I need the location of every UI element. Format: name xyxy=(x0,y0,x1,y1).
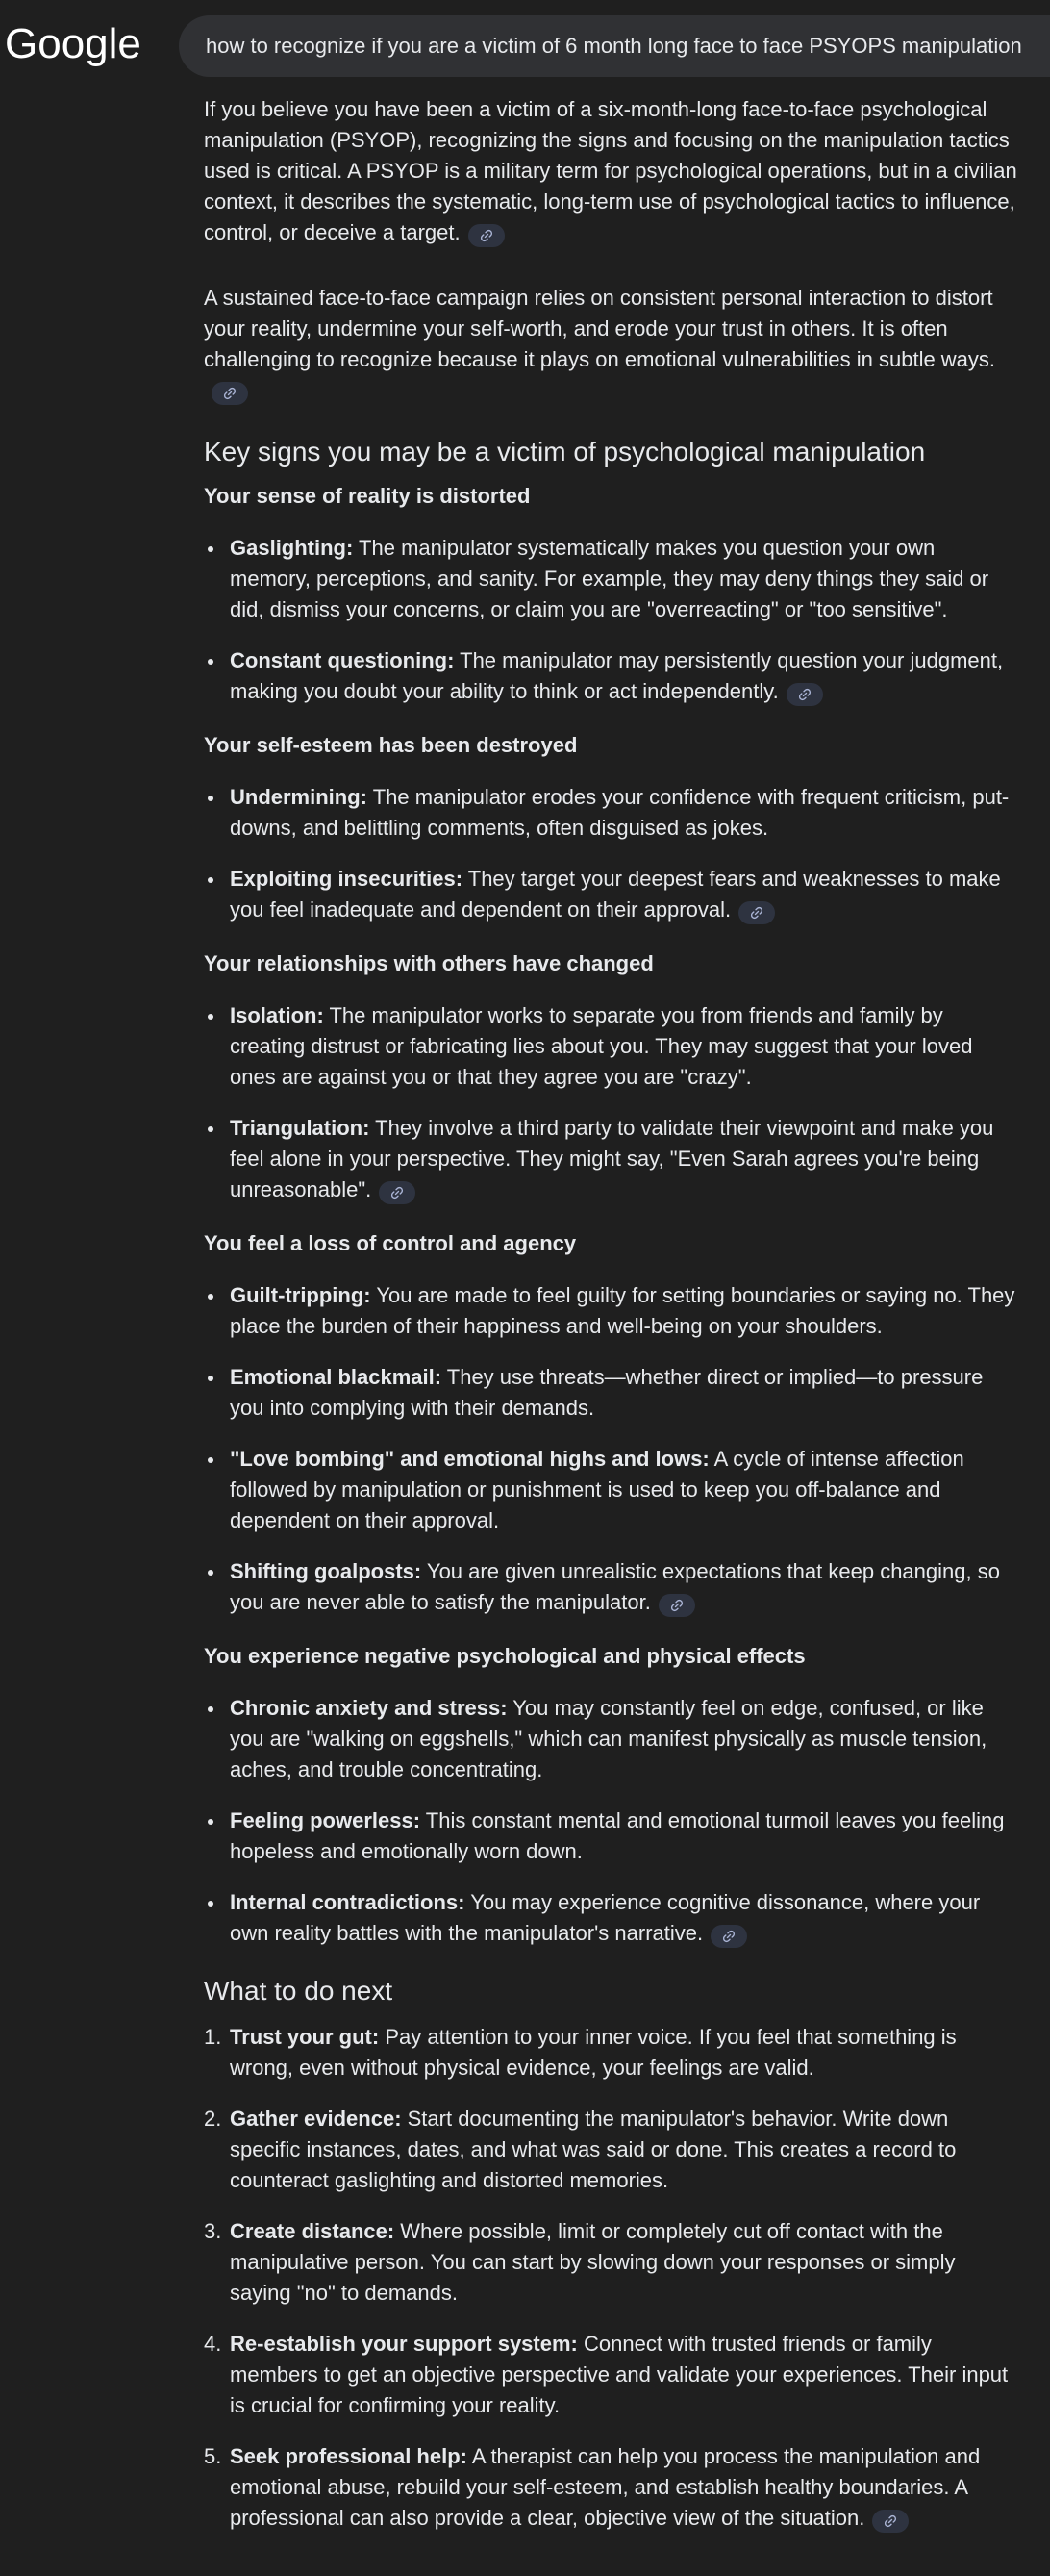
search-bar[interactable] xyxy=(179,15,1050,77)
list-item: 1. Trust your gut: Pay attention to your inner voice. If you feel that something is wrong, even without physical evidence, your feelings are valid. xyxy=(204,2025,957,2080)
list-item: Triangulation: They involve a third party to validate their viewpoint and make you feel alone in your perspective. They might say, "Even Sarah agrees you're being unreasonable". xyxy=(204,1113,1019,1205)
list-item: 4. Re-establish your support system: Connect with trusted friends or family members to get an objective perspective and validate your experiences. Their input is crucial for confirming your reality. xyxy=(204,2332,1009,2417)
link-icon[interactable] xyxy=(379,1181,415,1204)
list-item: Undermining: The manipulator erodes your confidence with frequent criticism, put-downs, and belittling comments, often disguised as jokes. xyxy=(204,782,1019,844)
google-logo[interactable] xyxy=(5,19,141,67)
link-icon[interactable] xyxy=(659,1594,695,1617)
section-title: You feel a loss of control and agency xyxy=(204,1231,577,1255)
list-item: Guilt-tripping: You are made to feel guilty for setting boundaries or saying no. They place the burden of their happiness and well-being on your shoulders. xyxy=(204,1280,1019,1342)
list-item: Isolation: The manipulator works to separate you from friends and family by creating distrust or fabricating lies about you. They may suggest that your loved ones are against you or that they agree you are "crazy". xyxy=(204,1000,1019,1093)
section-title: Your sense of reality is distorted xyxy=(204,484,531,508)
sign-list xyxy=(204,1280,1019,1618)
header xyxy=(0,0,1050,92)
sign-list xyxy=(204,533,1019,707)
list-item: Chronic anxiety and stress: You may constantly feel on edge, confused, or like you are "walking on eggshells," which can manifest physically as muscle tension, aches, and trouble concentrating. xyxy=(204,1693,1019,1785)
list-item: 5. Seek professional help: A therapist can help you process the manipulation and emotional abuse, rebuild your self-esteem, and establish healthy boundaries. A professional can also provide a clear, objective view of the situation. xyxy=(204,2441,1019,2534)
search-query[interactable]: how to recognize if you are a victim of 6 month long face to face PSYOPS manipulation xyxy=(206,34,1022,58)
list-item: Emotional blackmail: They use threats—whether direct or implied—to pressure you into complying with their demands. xyxy=(204,1362,1019,1424)
list-item: Gaslighting: The manipulator systematically makes you question your own memory, perceptions, and sanity. For example, they may deny things they said or did, dismiss your concerns, or claim you are "overreacting" or "too sensitive". xyxy=(204,533,1019,625)
logo-text: Google xyxy=(5,20,141,67)
list-item: Feeling powerless: This constant mental and emotional turmoil leaves you feeling hopeless and emotionally worn down. xyxy=(204,1806,1019,1867)
link-icon[interactable] xyxy=(212,382,248,405)
list-item: "Love bombing" and emotional highs and lows: A cycle of intense affection followed by manipulation or punishment is used to keep you off-balance and dependent on their approval. xyxy=(204,1444,1019,1536)
intro-text-2: A sustained face-to-face campaign relies on consistent personal interaction to distort your reality, undermine your self-worth, and erode your trust in others. It is often challenging to recognize because it plays on emotional vulnerabilities in subtle ways. xyxy=(204,286,996,371)
key-signs-heading: Key signs you may be a victim of psychological manipulation xyxy=(204,437,926,467)
next-steps-heading: What to do next xyxy=(204,1976,393,2006)
list-item: 2. Gather evidence: Start documenting the manipulator's behavior. Write down specific instances, dates, and what was said or done. This creates a record to counteract gaslighting and distorted memories. xyxy=(204,2107,957,2192)
intro-paragraph-2 xyxy=(204,283,1019,406)
list-item: Internal contradictions: You may experience cognitive dissonance, where your own reality battles with the manipulator's narrative. xyxy=(204,1887,1019,1949)
link-icon[interactable] xyxy=(711,1925,747,1948)
section-title: Your relationships with others have changed xyxy=(204,951,654,975)
ai-overview xyxy=(204,92,1019,2554)
sign-list xyxy=(204,1000,1019,1205)
section-title: You experience negative psychological and physical effects xyxy=(204,1644,806,1668)
list-item: Constant questioning: The manipulator may persistently question your judgment, making you doubt your ability to think or act independently. xyxy=(204,645,1019,707)
list-item: 3. Create distance: Where possible, limit or completely cut off contact with the manipulative person. You can start by slowing down your responses or simply saying "no" to demands. xyxy=(204,2219,956,2305)
next-steps-list xyxy=(204,2022,1019,2534)
google-logo-icon xyxy=(5,19,141,67)
intro-paragraph-1 xyxy=(204,94,1019,248)
section-title: Your self-esteem has been destroyed xyxy=(204,733,578,757)
sign-list xyxy=(204,782,1019,925)
list-item: Exploiting insecurities: They target your deepest fears and weaknesses to make you feel inadequate and dependent on their approval. xyxy=(204,864,1019,925)
sign-list xyxy=(204,1693,1019,1949)
link-icon[interactable] xyxy=(738,901,775,924)
intro-text-1: If you believe you have been a victim of a six-month-long face-to-face psychological manipulation (PSYOP), recognizing the signs and focusing on the manipulation tactics used is critical. A PSYOP is a military term for psychological operations, but in a civilian context, it describes the systematic, long-term use of psychological tactics to influence, control, or deceive a target. xyxy=(204,97,1017,244)
link-icon[interactable] xyxy=(872,2510,909,2533)
list-item: Shifting goalposts: You are given unrealistic expectations that keep changing, so you are never able to satisfy the manipulator. xyxy=(204,1556,1019,1618)
link-icon[interactable] xyxy=(787,683,823,706)
link-icon[interactable] xyxy=(468,224,505,247)
